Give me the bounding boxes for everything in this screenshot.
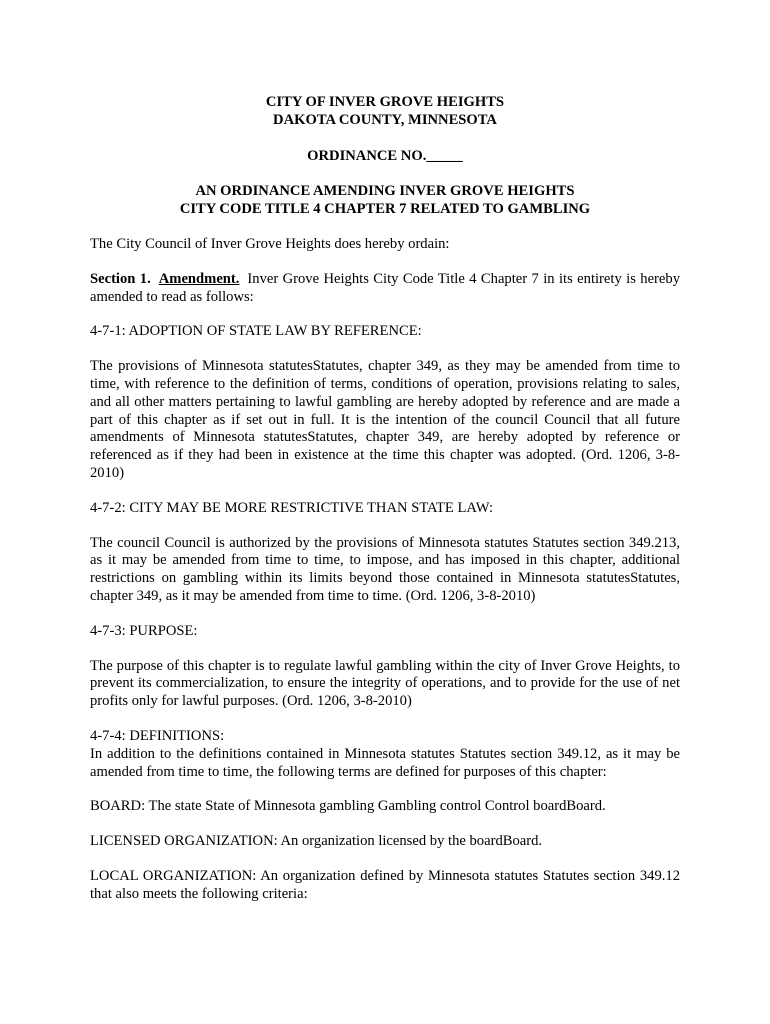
- section-1-title: Amendment.: [158, 270, 240, 287]
- definition-board: BOARD: The state State of Minnesota gambling Gambling control Control boardBoard.: [90, 798, 606, 815]
- section-4-7-1-heading: 4-7-1: ADOPTION OF STATE LAW BY REFERENCE:: [90, 323, 422, 340]
- ordinance-title-line2: CITY CODE TITLE 4 CHAPTER 7 RELATED TO GAMBLING: [179, 201, 591, 218]
- header-county: DAKOTA COUNTY, MINNESOTA: [273, 111, 497, 128]
- section-4-7-1-text: The provisions of Minnesota statutesStatutes, chapter 349, as they may be amended from time to time, with reference to the definition of terms, conditions of operation, provisions relating to sales, and all other matters pertaining to lawful gambling are hereby adopted by reference and are made a part of this chapter as if set out in full. It is the intention of the council Council that all future amendments of Minnesota statutesStatutes, chapter 349, are hereby adopted by reference or referenced as if they had been in existence at the time this chapter was adopted. (Ord. 1206, 3-8-2010): [90, 358, 680, 481]
- definition-licensed-organization: LICENSED ORGANIZATION: An organization licensed by the boardBoard.: [90, 833, 543, 850]
- definition-local-organization: LOCAL ORGANIZATION: An organization defined by Minnesota statutes Statutes section 349.12 that also meets the following criteria:: [90, 867, 680, 902]
- header-city: CITY OF INVER GROVE HEIGHTS: [265, 94, 505, 110]
- intro-text: The City Council of Inver Grove Heights does hereby ordain:: [90, 235, 450, 252]
- section-1-text: Inver Grove Heights City Code Title 4 Chapter 7 in its entirety is hereby amended to read as follows:: [90, 270, 680, 305]
- section-4-7-3-heading: 4-7-3: PURPOSE:: [90, 622, 198, 639]
- section-4-7-2-heading: 4-7-2: CITY MAY BE MORE RESTRICTIVE THAN STATE LAW:: [90, 499, 494, 516]
- ordinance-title-line1: AN ORDINANCE AMENDING INVER GROVE HEIGHTS: [195, 183, 575, 200]
- section-4-7-3-text: The purpose of this chapter is to regulate lawful gambling within the city of Inver Grove Heights, to prevent its commercialization, to ensure the integrity of operations, and to provide for the use of net profits only for lawful purposes. (Ord. 1206, 3-8-2010): [90, 657, 680, 710]
- section-4-7-2-text: The council Council is authorized by the provisions of Minnesota statutes Statutes section 349.213, as it may be amended from time to time, to impose, and has imposed in this chapter, additional restrictions on gambling within its limits beyond those contained in Minnesota statutesStatutes, chapter 349, as it may be amended from time to time. (Ord. 1206, 3-8-2010): [90, 534, 680, 604]
- ordinance-number: ORDINANCE NO._____: [307, 147, 463, 164]
- section-4-7-4-text: In addition to the definitions contained in Minnesota statutes Statutes section 349.12, as it may be amended from time to time, the following terms are defined for purposes of this chapter:: [90, 745, 680, 780]
- section-4-7-4-heading: 4-7-4: DEFINITIONS:: [90, 727, 225, 744]
- document-body: [90, 94, 680, 921]
- section-1-label: Section 1.: [90, 270, 151, 287]
- section-1: [90, 271, 680, 307]
